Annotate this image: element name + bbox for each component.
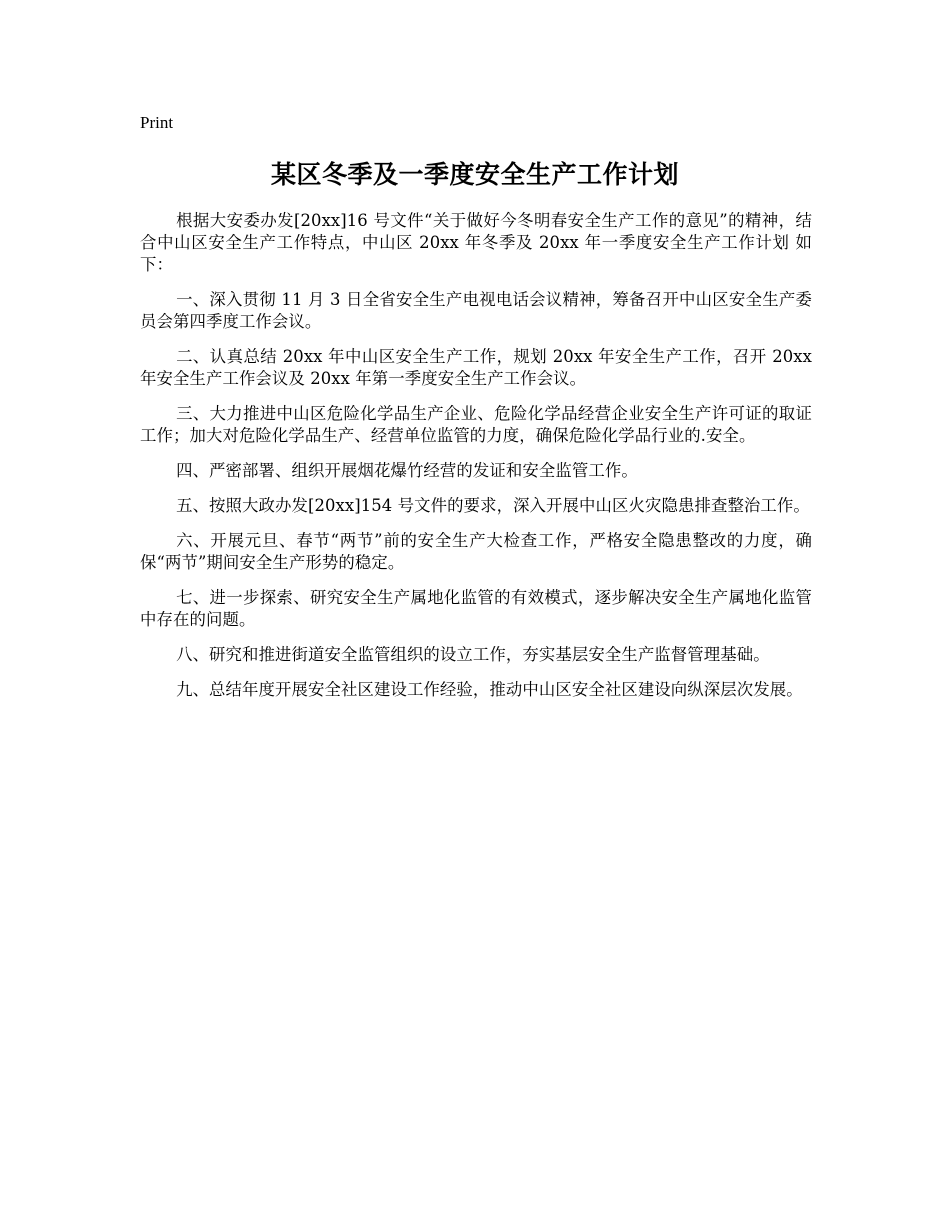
paragraph-item-6: 六、开展元旦、春节“两节”前的安全生产大检查工作，严格安全隐患整改的力度，确保“两节”期间安全生产形势的稳定。 (140, 531, 812, 572)
print-label: Print (140, 113, 174, 132)
paragraph-item-2: 二、认真总结 20xx 年中山区安全生产工作，规划 20xx 年安全生产工作，召开 20xx 年安全生产工作会议及 20xx 年第一季度安全生产工作会议。 (140, 347, 812, 388)
paragraph-item-9: 九、总结年度开展安全社区建设工作经验，推动中山区安全社区建设向纵深层次发展。 (176, 680, 803, 699)
document-title: 某区冬季及一季度安全生产工作计划 (270, 160, 679, 189)
paragraph-item-1: 一、深入贯彻 11 月 3 日全省安全生产电视电话会议精神，筹备召开中山区安全生产委员会第四季度工作会议。 (140, 290, 812, 331)
paragraph-item-8: 八、研究和推进街道安全监管组织的设立工作，夯实基层安全生产监督管理基础。 (176, 645, 770, 664)
document-body (140, 210, 812, 714)
paragraph-item-4: 四、严密部署、组织开展烟花爆竹经营的发证和安全监管工作。 (176, 461, 638, 480)
paragraph-item-5: 五、按照大政办发[20xx]154 号文件的要求，深入开展中山区火灾隐患排查整治工作。 (176, 496, 810, 515)
paragraph-item-7: 七、进一步探索、研究安全生产属地化监管的有效模式，逐步解决安全生产属地化监管中存在的问题。 (140, 588, 812, 629)
paragraph-item-3: 三、大力推进中山区危险化学品生产企业、危险化学品经营企业安全生产许可证的取证工作；加大对危险化学品生产、经营单位监管的力度，确保危险化学品行业的.安全。 (140, 404, 812, 445)
paragraph-intro: 根据大安委办发[20xx]16 号文件“关于做好今冬明春安全生产工作的意见”的精神，结合中山区安全生产工作特点，中山区 20xx 年冬季及 20xx 年一季度安全生产工作计划 如下： (140, 211, 812, 274)
